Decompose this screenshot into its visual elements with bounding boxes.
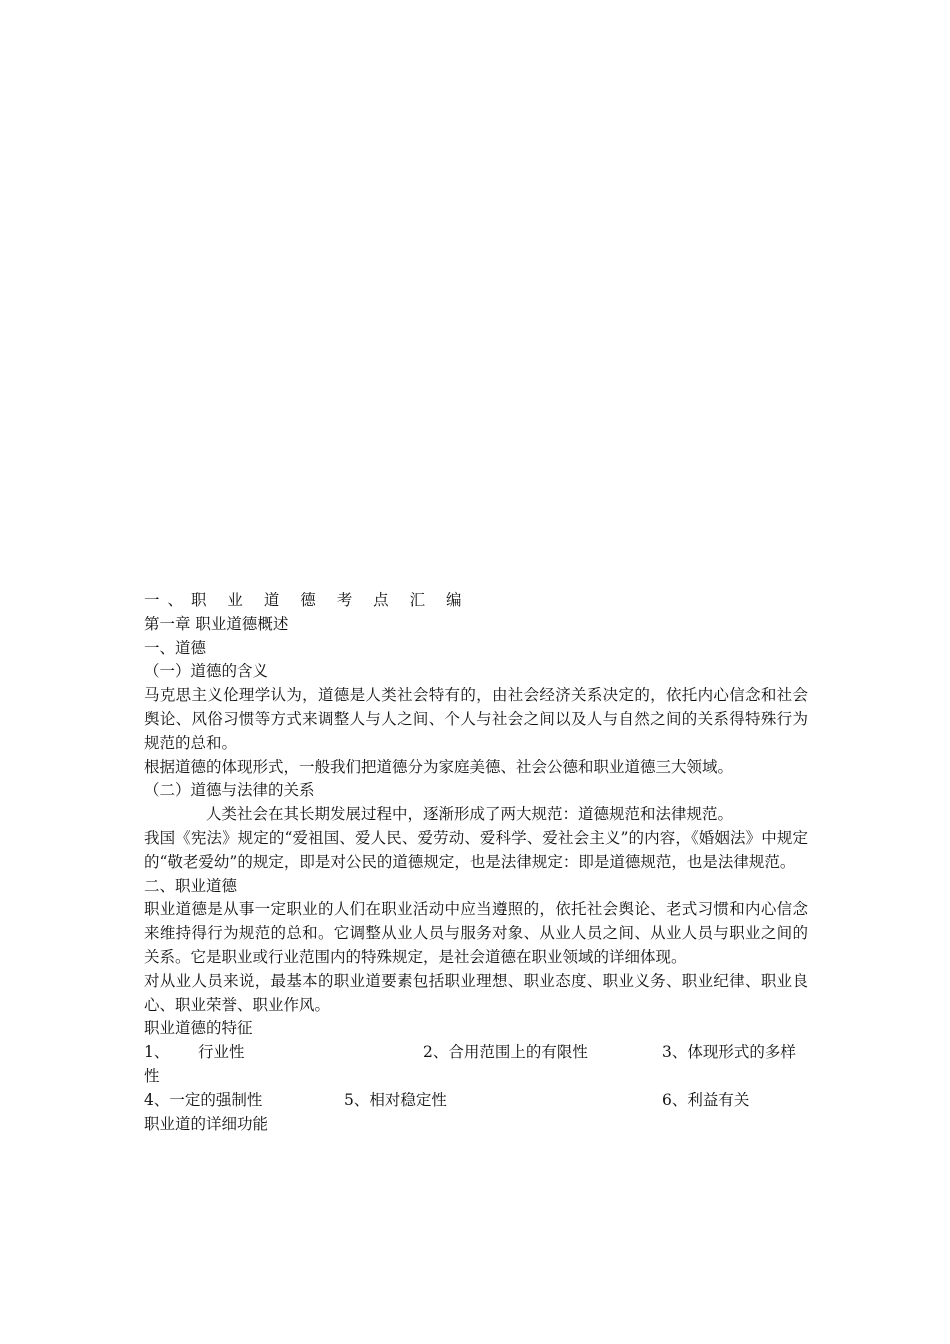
- paragraph-two-norms: 人类社会在其长期发展过程中，逐渐形成了两大规范：道德规范和法律规范。: [206, 805, 734, 824]
- feature-6: 6、利益有关: [662, 1090, 750, 1109]
- features-heading: 职业道德的特征: [144, 1019, 253, 1038]
- feature-3-continuation: 性: [144, 1066, 160, 1085]
- functions-heading: 职业道的详细功能: [144, 1114, 269, 1133]
- paragraph-professional-ethics-definition: 职业道德是从事一定职业的人们在职业活动中应当遵照的，依托社会舆论、老式习惯和内心信念来维持得行为规范的总和。它调整从业人员与服务对象、从业人员之间、从业人员与职业之间的关系。它是职业或行业范围内的特殊规定，是社会道德在职业领域的详细体现。: [144, 900, 808, 966]
- paragraph-professional-elements: 对从业人员来说，最基本的职业道要素包括职业理想、职业态度、职业义务、职业纪律、职业良心、职业荣誉、职业作风。: [144, 971, 808, 1014]
- feature-5: 5、相对稳定性: [344, 1090, 447, 1109]
- feature-2: 2、合用范围上的有限性: [423, 1043, 588, 1062]
- feature-1-number: 1、: [144, 1043, 170, 1062]
- subsection-heading-law-relation: （二）道德与法律的关系: [144, 781, 315, 800]
- paragraph-morality-definition: 马克思主义伦理学认为，道德是人类社会特有的，由社会经济关系决定的，依托内心信念和社会舆论、风俗习惯等方式来调整人与人之间、个人与社会之间以及人与自然之间的关系得特殊行为规范的总和。: [144, 686, 808, 752]
- feature-4: 4、一定的强制性: [144, 1090, 263, 1109]
- section-heading-morality: 一、道德: [144, 638, 207, 657]
- subsection-heading-meaning: （一）道德的含义: [144, 662, 269, 681]
- feature-3: 3、体现形式的多样: [662, 1043, 796, 1062]
- features-row-1: [144, 1041, 808, 1065]
- features-row-2: [144, 1089, 808, 1113]
- feature-1-text: 行业性: [198, 1043, 245, 1062]
- paragraph-constitution: 我国《宪法》规定的“爱祖国、爱人民、爱劳动、爱科学、爱社会主义”的内容，《婚姻法》中规定的“敬老爱幼”的规定，即是对公民的道德规定，也是法律规定：即是道德规范，也是法律规范。: [144, 828, 808, 871]
- chapter-heading: 第一章 职业道德概述: [144, 614, 289, 633]
- paragraph-morality-domains: 根据道德的体现形式，一般我们把道德分为家庭美德、社会公德和职业道德三大领域。: [144, 757, 734, 776]
- document-body: [144, 589, 808, 1136]
- section-heading-professional-ethics: 二、职业道德: [144, 876, 238, 895]
- document-title: 一、职 业 道 德 考 点 汇 编: [144, 591, 470, 609]
